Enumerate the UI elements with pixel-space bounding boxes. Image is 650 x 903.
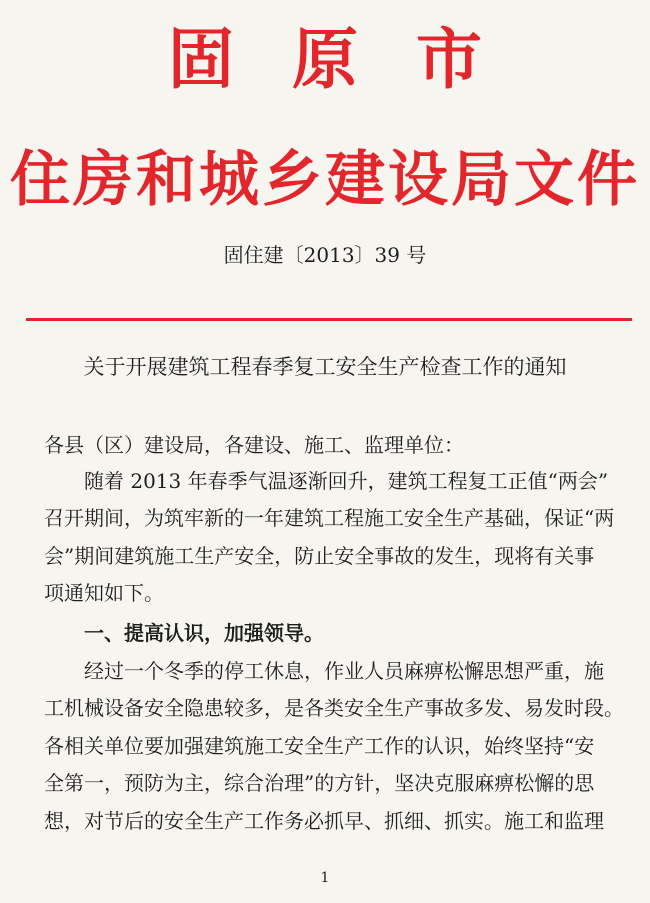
section-heading: 一、提高认识，加强领导。 [44, 621, 324, 645]
body-line: 各相关单位要加强建筑施工安全生产工作的认识，始终坚持“安 [44, 734, 595, 758]
body-line: 会”期间建筑施工生产安全，防止安全事故的发生，现将有关事 [44, 544, 595, 568]
body-line: 随着 2013 年春季气温逐渐回升，建筑工程复工正值“两会” [44, 469, 609, 493]
body-line: 想，对节后的安全生产工作务必抓早、抓细、抓实。施工和监理 [44, 809, 604, 833]
body-line: 经过一个冬季的停工休息，作业人员麻痹松懈思想严重，施 [44, 659, 604, 683]
document-title: 关于开展建筑工程春季复工安全生产检查工作的通知 [83, 355, 567, 379]
red-divider-line [26, 318, 632, 321]
body-line-addressee: 各县（区）建设局，各建设、施工、监理单位： [44, 433, 464, 457]
issuer-city: 固原市 [168, 20, 540, 98]
page-number: 1 [320, 870, 330, 886]
issuer-organization: 住房和城乡建设局文件 [10, 145, 640, 215]
body-line: 工机械设备安全隐患较多，是各类安全生产事故多发、易发时段。 [44, 696, 624, 720]
document-number: 固住建〔2013〕39 号 [223, 243, 427, 267]
body-line: 召开期间，为筑牢新的一年建筑工程施工安全生产基础，保证“两 [44, 506, 615, 530]
body-line: 全第一，预防为主，综合治理”的方针，坚决克服麻痹松懈的思 [44, 771, 595, 795]
body-line: 项通知如下。 [44, 581, 164, 605]
